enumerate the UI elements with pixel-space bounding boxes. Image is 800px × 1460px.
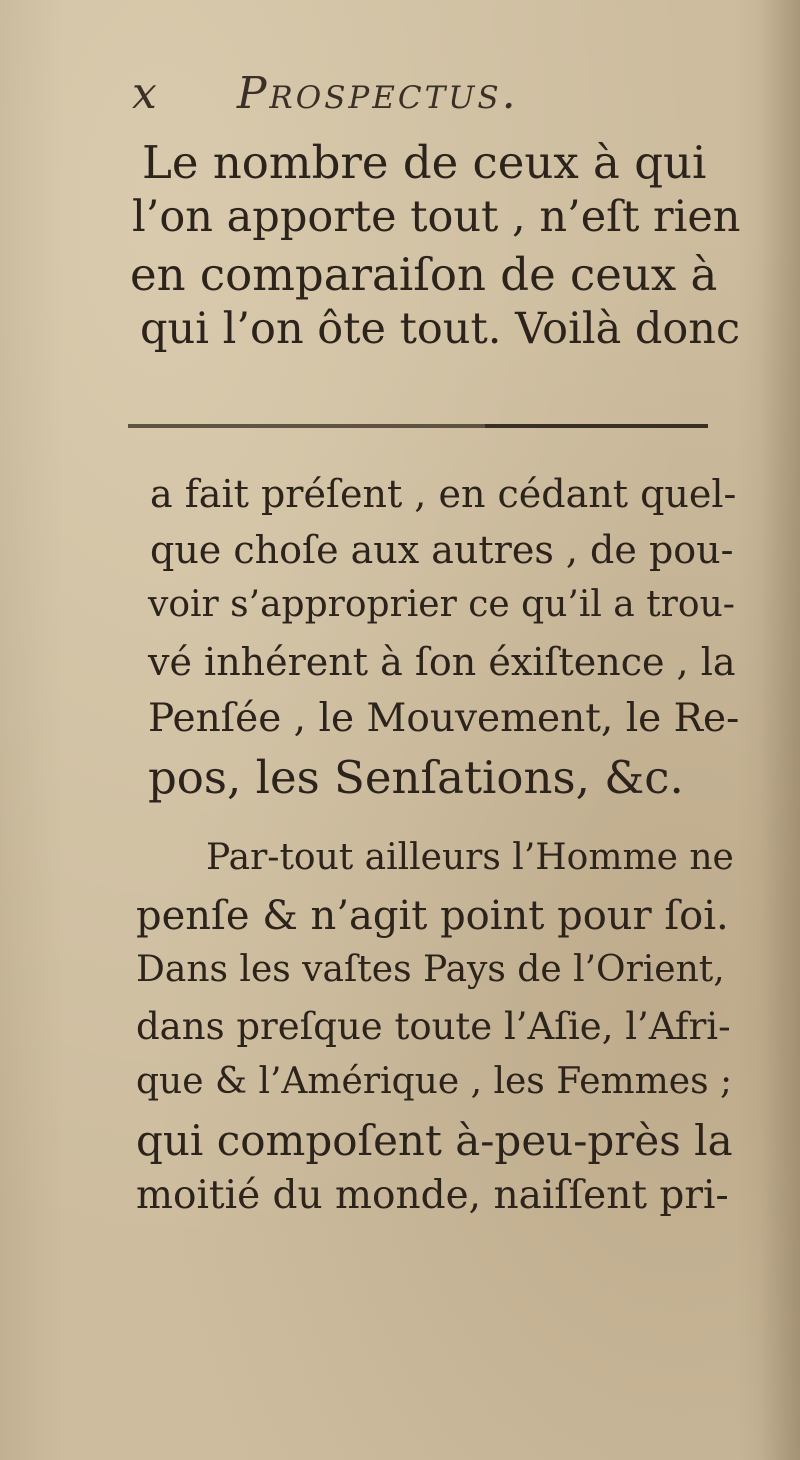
text-line: en comparaiſon de ceux à — [130, 248, 718, 301]
text-line: Le nombre de ceux à qui — [142, 136, 707, 189]
running-header — [132, 68, 519, 119]
header-mark: x — [132, 68, 160, 119]
text-line: qui l’on ôte tout. Voilà donc — [140, 304, 741, 354]
text-line: Penſée , le Mouvement, le Re- — [148, 696, 740, 741]
text-line: a fait préſent , en cédant quel- — [150, 472, 737, 516]
text-line: qui compoſent à-peu-près la — [136, 1116, 733, 1165]
text-line: Par-tout ailleurs l’Homme ne — [206, 837, 734, 878]
text-line: dans preſque toute l’Aſie, l’Afri- — [136, 1005, 731, 1048]
text-line: vé inhérent à ſon éxiſtence , la — [148, 640, 736, 684]
text-line: Dans les vaſtes Pays de l’Orient, — [136, 949, 725, 990]
text-line: moitié du monde, naiſſent pri- — [136, 1173, 729, 1218]
text-line: que choſe aux autres , de pou- — [150, 528, 734, 572]
text-line: voir s’approprier ce qu’il a trou- — [148, 584, 735, 625]
horizontal-rule-dark — [485, 424, 708, 428]
text-line: que & l’Amérique , les Femmes ; — [136, 1061, 733, 1102]
text-line: penſe & n’agit point pour ſoi. — [136, 893, 729, 939]
text-line: l’on apporte tout , n’eſt rien — [132, 192, 741, 242]
header-title: Prospectus. — [236, 68, 519, 119]
text-line: pos, les Senſations, &c. — [148, 751, 684, 804]
page-edge-shadow — [760, 0, 800, 1460]
